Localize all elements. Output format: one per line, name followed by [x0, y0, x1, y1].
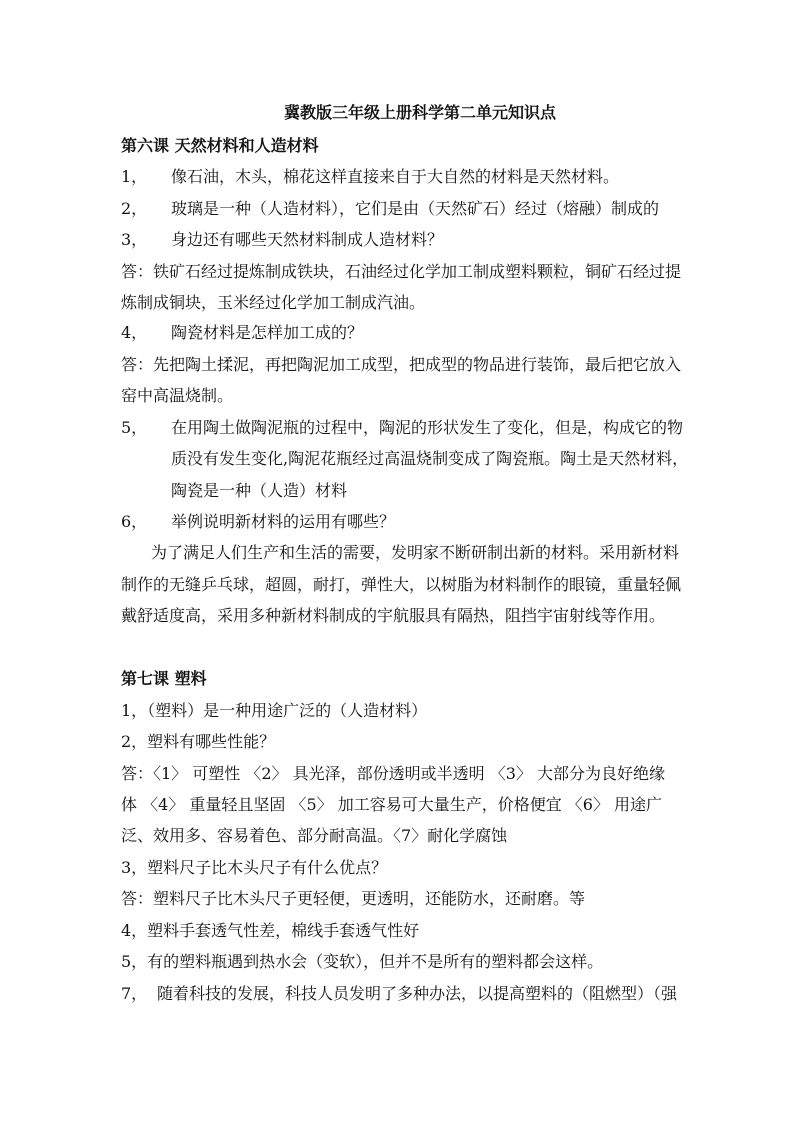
item-number: 6，	[121, 512, 148, 531]
item-text: 陶瓷材料是怎样加工成的？	[171, 323, 364, 342]
lesson7-item5: 5，有的塑料瓶遇到热水会（变软），但并不是所有的塑料都会这样。	[121, 952, 604, 971]
lesson7-item7	[121, 984, 677, 1004]
item-number: 2，	[121, 199, 148, 218]
lesson6-answer3-line1: 答：铁矿石经过提炼制成铁块，石油经过化学加工制成塑料颗粒，铜矿石经过提	[121, 262, 682, 281]
document-title: 冀教版三年级上册科学第二单元知识点	[283, 103, 556, 122]
lesson6-item3	[121, 230, 443, 250]
item-text: 像石油，木头，棉花这样直接来自于大自然的材料是天然材料。	[171, 167, 620, 186]
item-text: 在用陶土做陶泥瓶的过程中，陶泥的形状发生了变化，但是，构成它的物	[171, 418, 684, 437]
lesson6-answer6-line3: 戴舒适度高，采用多种新材料制成的宇航服具有隔热，阻挡宇宙射线等作用。	[121, 606, 666, 625]
lesson7-item1: 1，（塑料）是一种用途广泛的（人造材料）	[121, 701, 428, 720]
lesson6-answer6-line1: 为了满足人们生产和生活的需要，发明家不断研制出新的材料。采用新材料	[151, 543, 680, 562]
lesson7-answer3: 答：塑料尺子比木头尺子更轻便，更透明，还能防水，还耐磨。等	[121, 889, 586, 908]
lesson7-item4: 4，塑料手套透气性差，棉线手套透气性好	[121, 921, 420, 940]
lesson6-item2	[121, 199, 659, 219]
item-text: 随着科技的发展，科技人员发明了多种办法，以提高塑料的（阻燃型）（强	[157, 984, 678, 1003]
lesson7-item3: 3，塑料尺子比木头尺子有什么优点？	[121, 858, 388, 877]
lesson6-heading: 第六课 天然材料和人造材料	[121, 136, 319, 155]
lesson6-item6	[121, 512, 395, 532]
lesson6-answer3-line2: 炼制成铜块，玉米经过化学加工制成汽油。	[121, 293, 426, 312]
lesson6-item1	[121, 167, 619, 187]
lesson6-answer4-line1: 答：先把陶土揉泥，再把陶泥加工成型，把成型的物品进行装饰，最后把它放入	[121, 355, 682, 374]
item-number: 3，	[121, 230, 148, 249]
item-number: 4，	[121, 323, 148, 342]
lesson6-item4	[121, 323, 363, 343]
lesson7-answer2-line3: 泛、效用多、容易着色、部分耐高温。〈7〉耐化学腐蚀	[121, 826, 508, 845]
lesson6-item5	[121, 418, 683, 438]
item-number: 5，	[121, 418, 148, 437]
item-number: 7，	[121, 984, 148, 1003]
item-text: 玻璃是一种（人造材料），它们是由（天然矿石）经过（熔融）制成的	[171, 199, 660, 218]
lesson6-answer4-line2: 窑中高温烧制。	[121, 386, 234, 405]
lesson6-item5-line2: 质没有发生变化,陶泥花瓶经过高温烧制变成了陶瓷瓶。陶土是天然材料，	[171, 449, 689, 468]
lesson7-answer2-line1: 答：〈1〉 可塑性 〈2〉 具光泽，部份透明或半透明 〈3〉 大部分为良好绝缘	[121, 764, 665, 783]
lesson6-answer6-line2: 制作的无缝乒乓球，超圆，耐打，弹性大，以树脂为材料制作的眼镜，重量轻佩	[121, 575, 682, 594]
item-text: 身边还有哪些天然材料制成人造材料？	[171, 230, 444, 249]
lesson7-heading: 第七课 塑料	[121, 669, 207, 688]
lesson7-answer2-line2: 体 〈4〉 重量轻且坚固 〈5〉 加工容易可大量生产，价格便宜 〈6〉 用途广	[121, 795, 663, 814]
item-number: 1，	[121, 167, 148, 186]
lesson7-item2: 2，塑料有哪些性能？	[121, 732, 276, 751]
lesson6-item5-line3: 陶瓷是一种（人造）材料	[171, 481, 348, 500]
item-text: 举例说明新材料的运用有哪些？	[171, 512, 396, 531]
